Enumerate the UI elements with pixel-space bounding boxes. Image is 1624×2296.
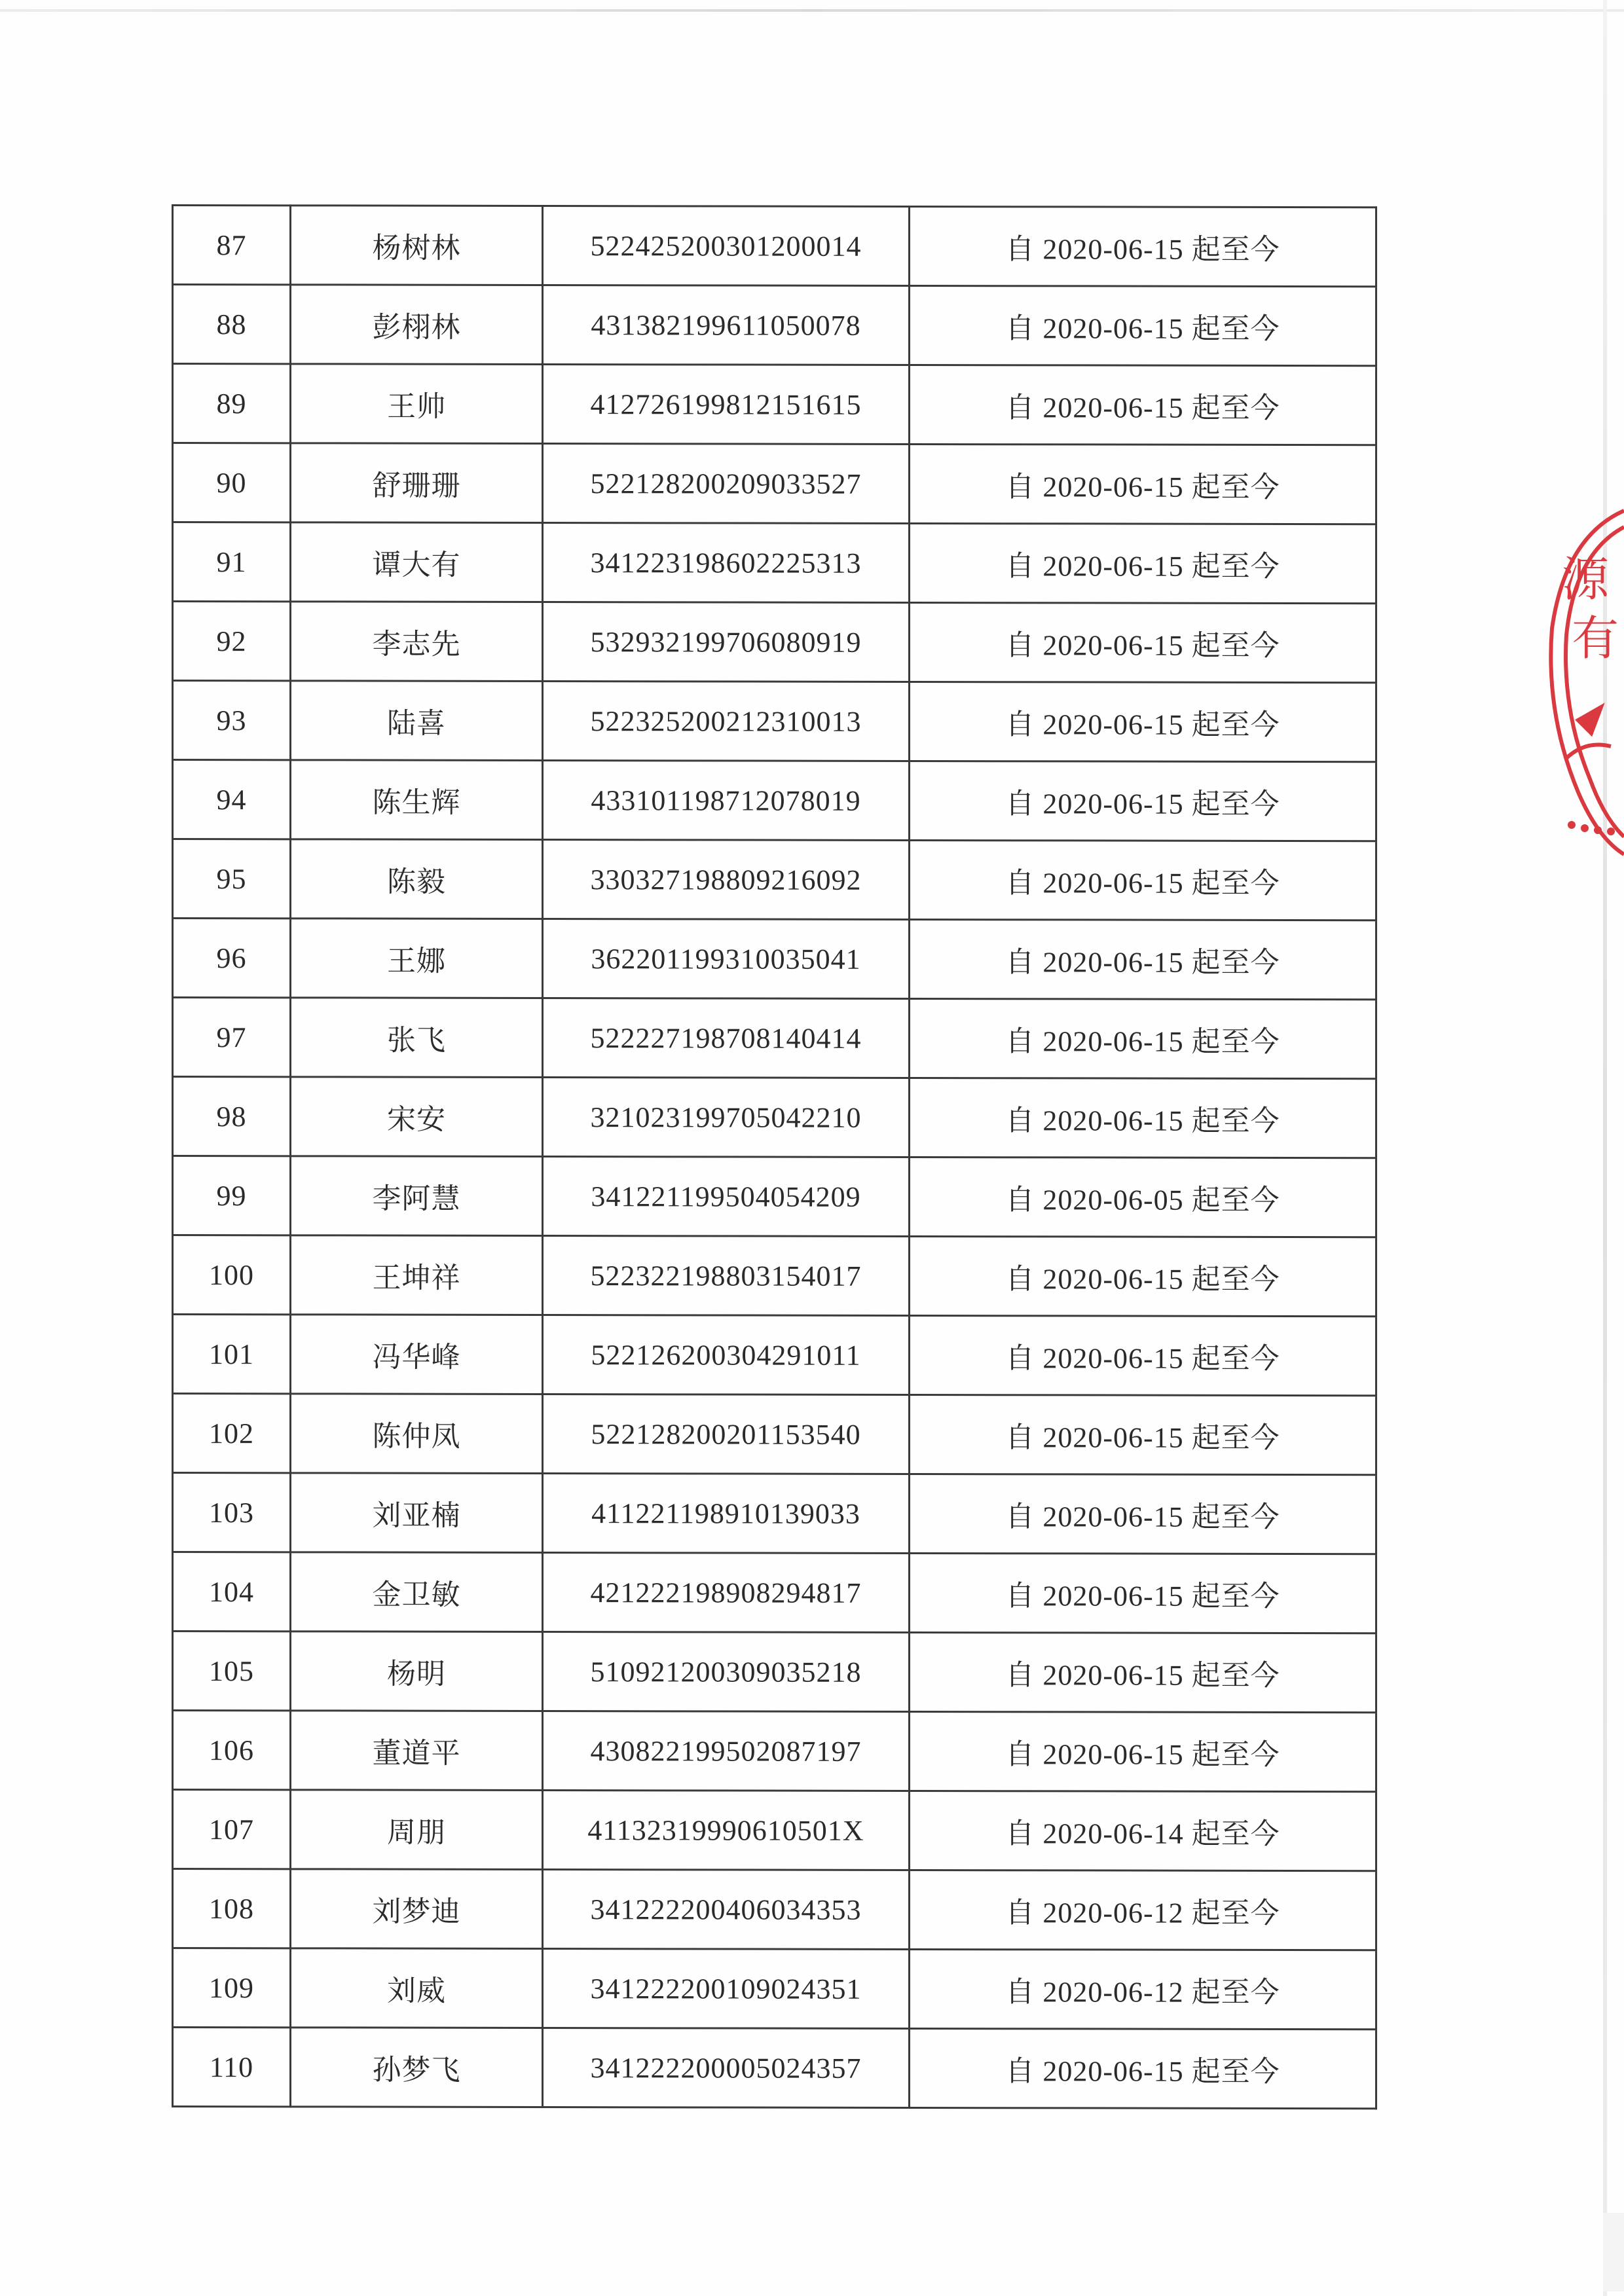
- row-number: 99: [173, 1156, 291, 1235]
- table-row: [173, 1315, 1376, 1396]
- person-name: 刘威: [291, 1948, 543, 2028]
- table-row: [173, 443, 1376, 524]
- id-number: 522425200301200014: [543, 206, 910, 285]
- employment-period: 自 2020-06-15 起至今: [910, 1394, 1376, 1474]
- row-number: 88: [173, 285, 291, 364]
- table-row: [173, 1948, 1376, 2030]
- employment-period: 自 2020-06-15 起至今: [910, 1553, 1376, 1633]
- person-name: 刘梦迪: [291, 1869, 543, 1949]
- id-number: 330327198809216092: [543, 839, 910, 919]
- svg-text:源: 源: [1562, 552, 1610, 607]
- row-number: 102: [173, 1394, 291, 1473]
- id-number: 522322198803154017: [543, 1235, 910, 1315]
- employment-period: 自 2020-06-15 起至今: [910, 365, 1376, 445]
- person-name: 张飞: [291, 998, 543, 1078]
- table-row: [173, 998, 1376, 1079]
- id-number: 362201199310035041: [543, 919, 910, 998]
- svg-text:有: 有: [1572, 611, 1619, 666]
- row-number: 90: [173, 443, 291, 522]
- employment-period: 自 2020-06-15 起至今: [910, 285, 1376, 365]
- id-number: 522325200212310013: [543, 681, 910, 761]
- person-name: 王娜: [291, 919, 543, 998]
- red-seal-fragment: [1526, 498, 1624, 864]
- row-number: 110: [173, 2028, 291, 2107]
- id-number: 522128200201153540: [543, 1394, 910, 1474]
- scan-corner-artifact: [1603, 2213, 1624, 2291]
- table-row: [173, 522, 1376, 604]
- table-row: [173, 1394, 1376, 1475]
- id-number: 433101198712078019: [543, 760, 910, 840]
- person-name: 董道平: [291, 1711, 543, 1791]
- id-number: 412726199812151615: [543, 364, 910, 444]
- person-name: 杨树林: [291, 206, 543, 285]
- employment-period: 自 2020-06-15 起至今: [910, 2028, 1376, 2108]
- id-number: 321023199705042210: [543, 1077, 910, 1157]
- scan-right-edge: [1603, 0, 1607, 2296]
- table-row: [173, 1473, 1376, 1554]
- id-number: 522126200304291011: [543, 1315, 910, 1394]
- employment-period: 自 2020-06-15 起至今: [910, 444, 1376, 524]
- table-row: [173, 602, 1376, 683]
- table-row: [173, 760, 1376, 841]
- employment-period: 自 2020-06-15 起至今: [910, 919, 1376, 999]
- employment-period: 自 2020-06-14 起至今: [910, 1791, 1376, 1870]
- id-number: 431382199611050078: [543, 285, 910, 365]
- row-number: 95: [173, 839, 291, 919]
- id-number: 341221199504054209: [543, 1156, 910, 1236]
- person-name: 王帅: [291, 364, 543, 444]
- person-name: 王坤祥: [291, 1235, 543, 1315]
- row-number: 103: [173, 1473, 291, 1552]
- row-number: 107: [173, 1790, 291, 1869]
- seal-stamp-icon: [1526, 498, 1624, 864]
- row-number: 97: [173, 998, 291, 1077]
- employment-period: 自 2020-06-05 起至今: [910, 1157, 1376, 1237]
- row-number: 108: [173, 1869, 291, 1948]
- employment-period: 自 2020-06-15 起至今: [910, 1474, 1376, 1554]
- person-name: 陈毅: [291, 839, 543, 919]
- id-number: 510921200309035218: [543, 1631, 910, 1711]
- person-name: 李志先: [291, 602, 543, 682]
- person-name: 冯华峰: [291, 1315, 543, 1394]
- employment-period: 自 2020-06-15 起至今: [910, 602, 1376, 682]
- row-number: 100: [173, 1235, 291, 1315]
- row-number: 101: [173, 1315, 291, 1394]
- table-row: [173, 1156, 1376, 1237]
- table-row: [173, 1552, 1376, 1633]
- person-name: 刘亚楠: [291, 1473, 543, 1553]
- id-number: 341222200406034353: [543, 1869, 910, 1949]
- person-name: 彭栩林: [291, 285, 543, 365]
- id-number: 341222200109024351: [543, 1948, 910, 2028]
- employment-period: 自 2020-06-15 起至今: [910, 206, 1376, 286]
- id-number: 41132319990610501X: [543, 1790, 910, 1870]
- employment-period: 自 2020-06-12 起至今: [910, 1870, 1376, 1950]
- row-number: 96: [173, 919, 291, 998]
- roster-table: [172, 204, 1377, 2109]
- employment-period: 自 2020-06-15 起至今: [910, 1632, 1376, 1712]
- row-number: 106: [173, 1711, 291, 1790]
- row-number: 104: [173, 1552, 291, 1631]
- table-row: [173, 2028, 1376, 2109]
- id-number: 430822199502087197: [543, 1711, 910, 1791]
- table-row: [173, 364, 1376, 445]
- table-row: [173, 839, 1376, 920]
- table-row: [173, 1869, 1376, 1950]
- person-name: 陈生辉: [291, 760, 543, 840]
- employment-period: 自 2020-06-15 起至今: [910, 523, 1376, 603]
- employment-period: 自 2020-06-15 起至今: [910, 840, 1376, 920]
- table-row: [173, 1077, 1376, 1158]
- table-row: [173, 681, 1376, 762]
- id-number: 411221198910139033: [543, 1473, 910, 1553]
- id-number: 522227198708140414: [543, 998, 910, 1078]
- table-row: [173, 1790, 1376, 1871]
- table-row: [173, 1631, 1376, 1713]
- person-name: 李阿慧: [291, 1156, 543, 1236]
- person-name: 金卫敏: [291, 1552, 543, 1632]
- person-name: 谭大有: [291, 522, 543, 602]
- person-name: 宋安: [291, 1077, 543, 1157]
- employment-period: 自 2020-06-15 起至今: [910, 761, 1376, 841]
- id-number: 532932199706080919: [543, 602, 910, 682]
- row-number: 87: [173, 206, 291, 285]
- table-row: [173, 1711, 1376, 1792]
- row-number: 91: [173, 522, 291, 602]
- employment-period: 自 2020-06-15 起至今: [910, 1315, 1376, 1395]
- row-number: 105: [173, 1631, 291, 1711]
- roster-table-container: [172, 204, 1407, 2088]
- employment-period: 自 2020-06-15 起至今: [910, 998, 1376, 1078]
- person-name: 孙梦飞: [291, 2028, 543, 2107]
- employment-period: 自 2020-06-15 起至今: [910, 1236, 1376, 1316]
- person-name: 杨明: [291, 1631, 543, 1711]
- employment-period: 自 2020-06-15 起至今: [910, 1078, 1376, 1157]
- person-name: 舒珊珊: [291, 443, 543, 523]
- row-number: 93: [173, 681, 291, 760]
- employment-period: 自 2020-06-15 起至今: [910, 682, 1376, 761]
- table-row: [173, 919, 1376, 1000]
- employment-period: 自 2020-06-12 起至今: [910, 1949, 1376, 2029]
- id-number: 421222198908294817: [543, 1552, 910, 1632]
- scan-top-edge: [0, 9, 1624, 12]
- row-number: 92: [173, 602, 291, 681]
- id-number: 522128200209033527: [543, 443, 910, 523]
- person-name: 陈仲凤: [291, 1394, 543, 1474]
- id-number: 341223198602225313: [543, 522, 910, 602]
- row-number: 109: [173, 1948, 291, 2028]
- person-name: 陆喜: [291, 681, 543, 761]
- row-number: 98: [173, 1077, 291, 1156]
- table-row: [173, 285, 1376, 366]
- row-number: 94: [173, 760, 291, 839]
- table-row: [173, 1235, 1376, 1317]
- person-name: 周朋: [291, 1790, 543, 1870]
- employment-period: 自 2020-06-15 起至今: [910, 1711, 1376, 1791]
- table-row: [173, 206, 1376, 287]
- row-number: 89: [173, 364, 291, 443]
- roster-table-body: [173, 206, 1376, 2109]
- id-number: 341222200005024357: [543, 2028, 910, 2107]
